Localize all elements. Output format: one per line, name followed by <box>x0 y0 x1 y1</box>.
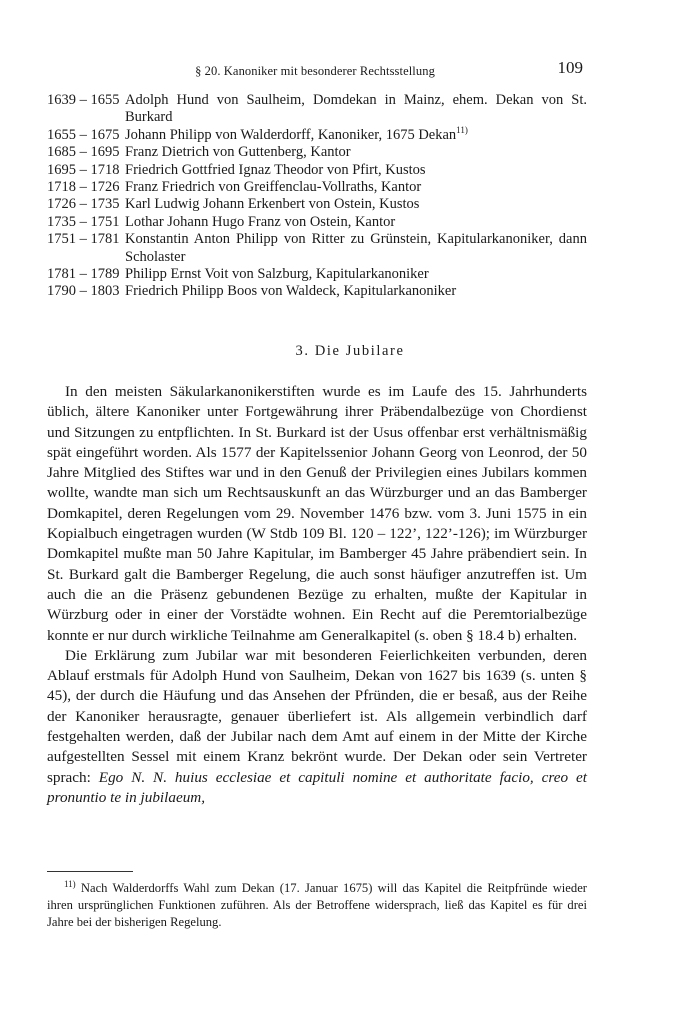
body-text <box>47 382 587 808</box>
entry-years: 1655 – 1675 <box>47 126 120 143</box>
entry-years: 1685 – 1695 <box>47 144 120 161</box>
list-entry <box>47 214 587 231</box>
list-entry <box>47 196 587 213</box>
page-number: 109 <box>557 58 583 77</box>
footnote <box>47 880 587 932</box>
entry-years: 1695 – 1718 <box>47 161 120 178</box>
entry-years: 1726 – 1735 <box>47 196 120 213</box>
entry-years: 1639 – 1655 <box>47 92 120 108</box>
entry-name: Friedrich Gottfried Ignaz Theodor von Pfirt, Kustos <box>125 161 426 178</box>
entry-text <box>125 214 587 231</box>
entry-text <box>125 266 587 283</box>
running-title: § 20. Kanoniker mit besonderer Rechtsstellung <box>195 64 435 78</box>
entry-text <box>125 162 587 179</box>
entry-name: Friedrich Philipp Boos von Waldeck, Kapitularkanoniker <box>125 283 457 300</box>
entry-name: Lothar Johann Hugo Franz von Ostein, Kantor <box>125 213 396 230</box>
entry-name: Konstantin Anton Philipp von Ritter zu Grünstein, Kapitularkanoniker, dann Scholaster <box>125 231 587 265</box>
list-entry <box>47 283 587 300</box>
list-entry <box>47 266 587 283</box>
entry-name: Adolph Hund von Saulheim, Domdekan in Mainz, ehem. Dekan von St. Burkard <box>125 92 587 126</box>
entry-text <box>125 92 587 127</box>
entry-text <box>125 231 587 266</box>
section-heading: 3. Die Jubilare <box>295 343 405 359</box>
entry-years: 1718 – 1726 <box>47 179 120 196</box>
list-entry <box>47 144 587 161</box>
office-holder-list <box>47 92 587 301</box>
entry-text <box>125 283 587 300</box>
entry-text <box>125 124 587 144</box>
entry-years: 1781 – 1789 <box>47 266 120 283</box>
entry-name: Philipp Ernst Voit von Salzburg, Kapitularkanoniker <box>125 266 429 283</box>
entry-name: Franz Friedrich von Greiffenclau-Vollraths, Kantor <box>125 179 422 196</box>
paragraph <box>47 646 587 808</box>
entry-text <box>125 179 587 196</box>
entry-years: 1735 – 1751 <box>47 213 120 230</box>
list-entry <box>47 162 587 179</box>
list-entry <box>47 92 587 127</box>
entry-text <box>125 196 587 213</box>
entry-years: 1790 – 1803 <box>47 283 120 300</box>
entry-name: Johann Philipp von Walderdorff, Kanoniker, 1675 Dekan <box>125 126 457 143</box>
list-entry <box>47 231 587 266</box>
running-head <box>47 58 583 82</box>
paragraph: In den meisten Säkularkanonikerstiften wurde es im Laufe des 15. Jahrhunderts üblich, ältere Kanoniker unter Fortgewährung ihrer Präbendalbezüge von Chordienst und Sitzungen zu entpflichten. In St. Burkard ist der Usus offenbar erst verhältnismäßig spät eingeführt worden. Als 1577 der Kapitelssenior Johann Georg von Leonrod, der 50 Jahre Mitglied des Stiftes war und in den Genuß der Privilegien eines Jubilars kommen wollte, wandte man sich um Rechtsauskunft an das Würzburger und an das Bamberger Domkapitel, deren Regelungen vom 29. November 1476 bzw. vom 3. Juni 1575 in ein Kopialbuch eingetragen wurden (W Stdb 109 Bl. 120 – 122’, 122’-126); im Würzburger Domkapitel mußte man 50 Jahre Kapitular, im Bamberger 45 Jahre präbendiert sein. In St. Burkard galt die Bamberger Regelung, die auch sonst häufiger anzutreffen ist. Um auch die an die Präsenz gebundenen Bezüge zu erhalten, mußte der Kapitular in Würzburg oder in einer der Vorstädte wohnen. Ein Recht auf die Peremtorialbezüge konnte er nur durch wirkliche Teilnahme am Generalkapitel (s. oben § 18.4 b) erhalten. <box>47 383 587 644</box>
footnote-marker: 11) <box>64 878 76 889</box>
footnote-divider <box>47 871 133 872</box>
entry-text <box>125 144 587 161</box>
latin-quote: Ego N. N. huius ecclesiae et capituli nomine et authoritate facio, creo et pronuntio te in jubilaeum, <box>47 768 587 806</box>
entry-name: Karl Ludwig Johann Erkenbert von Ostein, Kustos <box>125 196 420 213</box>
list-entry <box>47 179 587 196</box>
list-entry <box>47 124 587 144</box>
footnote-reference[interactable]: 11) <box>456 124 468 135</box>
paragraph-text: Die Erklärung zum Jubilar war mit besonderen Feierlichkeiten verbunden, deren Ablauf erstmals für Adolph Hund von Saulheim, Dekan von 1627 bis 1639 (s. unten § 45), der durch die Häufung und das Ansehen der Pfründen, die er besaß, aus der Reihe der Kanoniker herausragte, genauer überliefert ist. Als allgemein verbindlich darf festgehalten werden, daß der Jubilar nach dem Amt auf einem in der Mitte der Kirche aufgestellten Sessel mit einem Kranz bekrönt wurde. Der Dekan oder sein Vertreter sprach: <box>47 646 587 786</box>
footnote-text: Nach Walderdorffs Wahl zum Dekan (17. Januar 1675) will das Kapitel die Reitpfründe wieder ihren ursprünglichen Funktionen zuführen. Als der Betroffene widersprach, ließ das Kapitel es für drei Jahre bei der bisherigen Regelung. <box>47 881 587 930</box>
entry-years: 1751 – 1781 <box>47 231 120 248</box>
entry-name: Franz Dietrich von Guttenberg, Kantor <box>125 144 351 161</box>
